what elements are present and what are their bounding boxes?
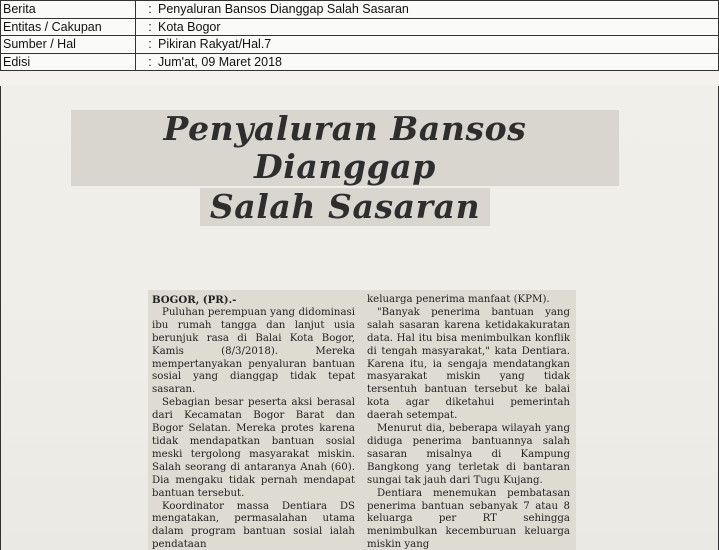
newspaper-clipping bbox=[0, 86, 719, 550]
meta-label: Entitas / Cakupan bbox=[1, 19, 136, 36]
meta-value: Kota Bogor bbox=[158, 19, 221, 34]
meta-colon: : bbox=[148, 2, 152, 16]
paragraph: Dentiara menemukan pembatasan penerima bantuan sebanyak 7 atau 8 keluarga per RT sehingga menimbulkan kecemburuan keluarga miskin yang bbox=[367, 487, 570, 550]
meta-colon: : bbox=[148, 19, 152, 34]
meta-value: Jum'at, 09 Maret 2018 bbox=[158, 54, 282, 69]
meta-colon: : bbox=[148, 37, 152, 51]
meta-label: Sumber / Hal bbox=[1, 36, 136, 53]
meta-value: Pikiran Rakyat/Hal.7 bbox=[158, 37, 272, 51]
headline-line-2: Salah Sasaran bbox=[200, 188, 490, 226]
paragraph: keluarga penerima manfaat (KPM). bbox=[367, 294, 550, 305]
article-column-right bbox=[367, 294, 570, 550]
meta-row-entitas bbox=[1, 19, 718, 37]
paragraph: "Banyak penerima bantuan yang salah sasaran karena ketidakakuratan data. Hal itu bisa menimbulkan konflik di tengah masyarakat," kata Dentiara. Karena itu, ia sengaja mendatangkan masyarakat miskin yang tidak tersentuh bantuan tersebut ke balai kota agar diketahui pemerintah daerah setempat. bbox=[367, 306, 570, 422]
meta-colon: : bbox=[148, 54, 152, 69]
meta-row-berita bbox=[1, 1, 718, 19]
paragraph: Puluhan perempuan yang didominasi ibu rumah tangga dan lanjut usia berunjuk rasa di Balai Kota Bogor, Kamis (8/3/2018). Mereka mempertanyakan penyaluran bantuan sosial yang dianggap tidak tepat sasaran. bbox=[152, 306, 355, 396]
paragraph: Menurut dia, beberapa wilayah yang diduga penerima bantuannya salah sasaran misalnya di Kampung Bangkong yang terletak di bantaran sungai tak jauh dari Tugu Kujang. bbox=[367, 423, 570, 486]
dateline: BOGOR, (PR).- bbox=[152, 294, 237, 306]
headline-line-1: Penyaluran Bansos Dianggap bbox=[71, 110, 619, 186]
article-body bbox=[148, 290, 576, 550]
meta-row-edisi bbox=[1, 54, 718, 72]
paragraph: Sebagian besar peserta aksi berasal dari Kecamatan Bogor Barat dan Bogor Selatan. Mereka protes karena tidak mendapatkan bantuan sosial meski tergolong masyarakat miskin. Salah seorang di antaranya Anah (60). Dia mengaku tidak pernah mendapat bantuan tersebut. bbox=[152, 397, 355, 499]
paragraph: Koordinator massa Dentiara DS mengatakan, permasalahan utama dalam program bantuan sosial ialah pendataan bbox=[152, 500, 355, 550]
headline bbox=[71, 110, 619, 226]
metadata-table bbox=[0, 0, 719, 71]
meta-label: Edisi bbox=[1, 54, 136, 71]
meta-value: Penyaluran Bansos Dianggap Salah Sasaran bbox=[158, 2, 409, 16]
meta-label: Berita bbox=[1, 1, 136, 18]
meta-row-sumber bbox=[1, 36, 718, 54]
article-column-left bbox=[152, 294, 355, 550]
